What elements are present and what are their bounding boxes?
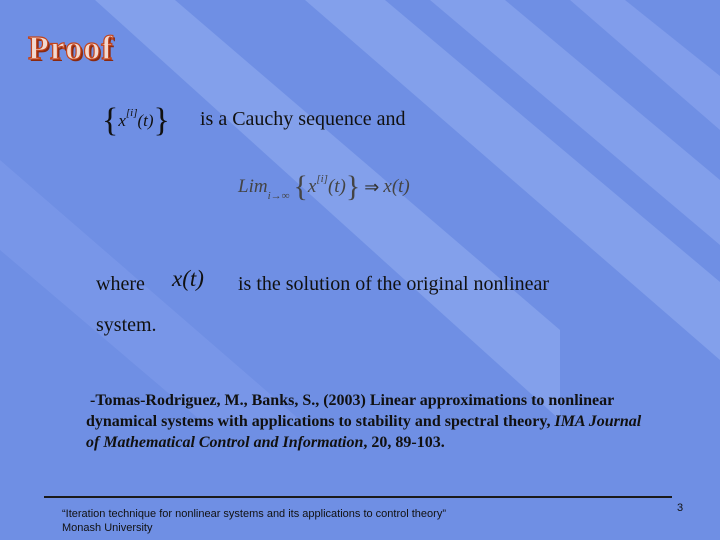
- limit-seq-superscript: [i]: [316, 173, 328, 185]
- right-brace-icon: }: [153, 102, 170, 139]
- left-brace-icon: {: [102, 102, 119, 139]
- where-label: where: [96, 273, 145, 295]
- right-brace-icon: }: [345, 170, 361, 203]
- xt-symbol: x(t): [172, 266, 204, 291]
- limit-expression: [238, 172, 410, 202]
- reference-authors: -Tomas-Rodriguez, M., Banks, S., (2003) Linear approximations to nonlinear dynamical systems with applications to stability and spectral theory,: [86, 392, 614, 430]
- sequence-expression: [102, 104, 170, 138]
- footer-institution: Monash University: [62, 522, 153, 534]
- reference-journal: IMA Journal of Mathematical Control and Information: [86, 413, 642, 451]
- limit-word: Lim: [238, 176, 268, 197]
- footer: [62, 507, 446, 535]
- seq-arg: (t): [137, 111, 154, 130]
- footer-divider: [44, 496, 672, 498]
- reference-citation: [86, 390, 646, 453]
- page-number: 3: [677, 502, 684, 514]
- solution-statement-continued: system.: [96, 314, 157, 336]
- seq-superscript: [i]: [125, 107, 138, 119]
- limit-seq-arg: (t): [327, 176, 346, 197]
- solution-statement: is the solution of the original nonlinear: [238, 273, 550, 295]
- slide-title: Proof: [28, 30, 114, 67]
- implies-arrow-icon: ⇒: [364, 176, 380, 197]
- cauchy-statement: is a Cauchy sequence and: [200, 108, 406, 130]
- limit-subscript: i→∞: [267, 190, 290, 202]
- left-brace-icon: {: [293, 170, 308, 203]
- limit-seq-symbol: x: [307, 176, 317, 197]
- reference-details: , 20, 89-103.: [363, 434, 445, 451]
- limit-result: x(t): [383, 176, 410, 197]
- footer-title: “Iteration technique for nonlinear systems and its applications to control theory”: [62, 508, 446, 520]
- seq-symbol: x: [118, 111, 126, 130]
